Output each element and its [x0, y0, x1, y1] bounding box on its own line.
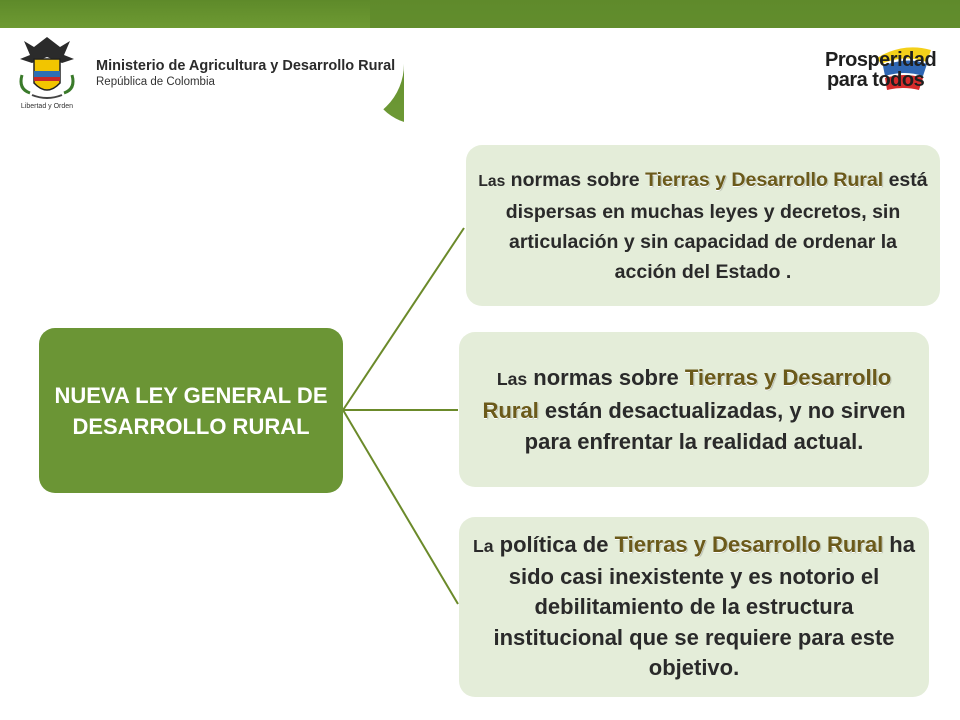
statement-highlight: Tierras y Desarrollo Rural: [645, 168, 884, 191]
statement-text-1: [476, 165, 930, 287]
statement-highlight: Tierras y Desarrollo Rural: [482, 365, 892, 423]
motto-label: Libertad y Orden: [20, 103, 74, 110]
statement-text-2: [469, 362, 919, 457]
central-topic-title: NUEVA LEY GENERAL DE DESARROLLO RURAL: [54, 382, 328, 439]
statement-post: ha sido casi inexistente y es notorio el debilitamiento de la estructura institucional que se requiere para este objetivo.: [493, 532, 915, 681]
statement-lead: La: [473, 536, 494, 557]
statement-text-3: [469, 530, 919, 684]
ministry-title: Ministerio de Agricultura y Desarrollo Rural: [96, 58, 396, 74]
connector-to-box-3: [343, 410, 458, 604]
statement-lead: Las: [496, 369, 528, 389]
statement-box-3: [459, 517, 929, 697]
slogan-line-2: para todos: [827, 69, 925, 91]
statement-highlight: Tierras y Desarrollo Rural: [614, 532, 884, 558]
slogan-line-1: Prosperidad: [825, 49, 937, 71]
connector-to-box-1: [343, 228, 464, 410]
statement-post: están desactualizadas, y no sirven para enfrentar la realidad actual.: [524, 398, 906, 454]
central-topic-box: [39, 328, 343, 493]
country-subtitle: República de Colombia: [96, 76, 215, 88]
statement-pre: normas sobre: [527, 365, 685, 390]
statement-lead: Las: [478, 172, 506, 190]
statement-box-1: [466, 145, 940, 306]
statement-box-2: [459, 332, 929, 487]
statement-pre: política de: [493, 532, 615, 558]
statement-post: está dispersas en muchas leyes y decretos, sin articulación y sin capacidad de ordenar la acción del Estado .: [505, 168, 928, 283]
statement-pre: normas sobre: [505, 168, 646, 191]
